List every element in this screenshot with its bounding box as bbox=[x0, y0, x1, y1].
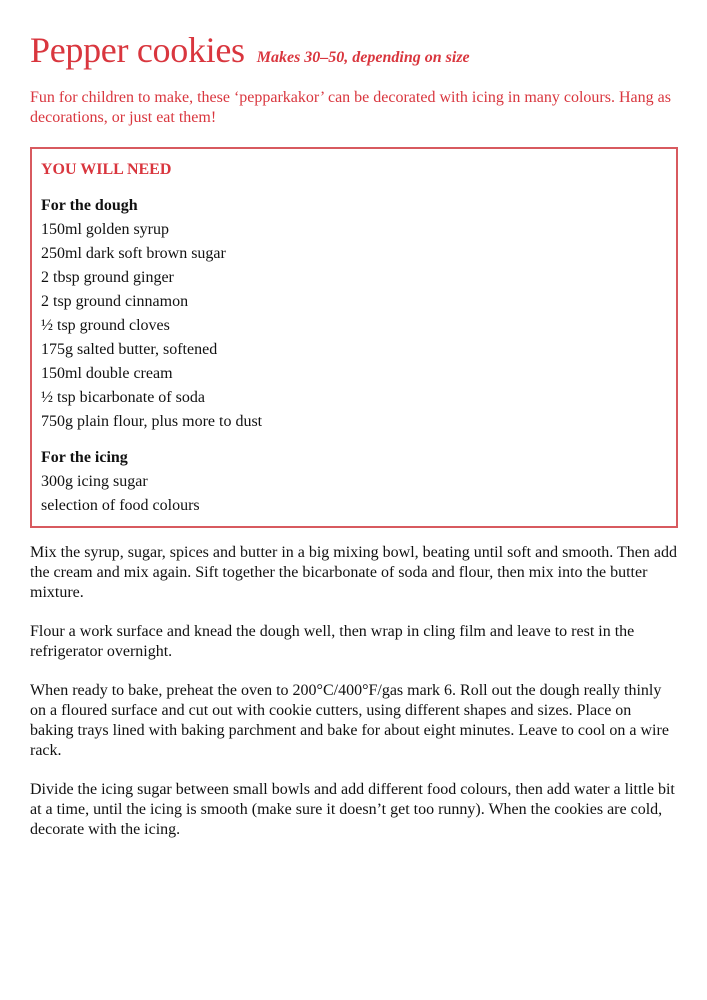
ingredient-item: 750g plain flour, plus more to dust bbox=[41, 413, 263, 430]
method-step: Flour a work surface and knead the dough well, then wrap in cling film and leave to rest in the refrigerator overnight. bbox=[30, 623, 635, 660]
ingredient-item: 250ml dark soft brown sugar bbox=[41, 245, 226, 262]
ingredient-item: ½ tsp ground cloves bbox=[41, 317, 170, 334]
icing-ingredient-list bbox=[41, 470, 666, 518]
method-step: Divide the icing sugar between small bowls and add different food colours, then add water a little bit at a time, until the icing is smooth (make sure it doesn’t get too runny). When the cookies are cold, decorate with the icing. bbox=[30, 781, 675, 838]
method-step: When ready to bake, preheat the oven to 200°C/400°F/gas mark 6. Roll out the dough really thinly on a floured surface and cut out with cookie cutters, using different shapes and sizes. Place on baking trays lined with baking parchment and bake for about eight minutes. Leave to cool on a wire rack. bbox=[30, 682, 669, 759]
ingredient-item: 2 tsp ground cinnamon bbox=[41, 293, 189, 310]
ingredient-item: 175g salted butter, softened bbox=[41, 341, 218, 358]
ingredient-item: 2 tbsp ground ginger bbox=[41, 269, 174, 286]
dough-ingredient-list bbox=[41, 218, 666, 434]
ingredient-item: 300g icing sugar bbox=[41, 473, 148, 490]
icing-heading: For the icing bbox=[41, 449, 128, 466]
recipe-page bbox=[30, 28, 678, 859]
ingredients-heading: YOU WILL NEED bbox=[41, 161, 172, 178]
ingredients-box bbox=[30, 147, 678, 528]
recipe-yield: Makes 30–50, depending on size bbox=[256, 49, 470, 66]
dough-heading: For the dough bbox=[41, 197, 138, 214]
ingredient-item: ½ tsp bicarbonate of soda bbox=[41, 389, 205, 406]
recipe-title: Pepper cookies bbox=[30, 30, 245, 70]
method-step: Mix the syrup, sugar, spices and butter in a big mixing bowl, beating until soft and smooth. Then add the cream and mix again. Sift together the bicarbonate of soda and flour, then mix into the butter mixture. bbox=[30, 544, 677, 601]
recipe-header bbox=[30, 28, 678, 72]
ingredient-item: selection of food colours bbox=[41, 497, 200, 514]
recipe-intro: Fun for children to make, these ‘pepparkakor’ can be decorated with icing in many colours. Hang as decorations, or just eat them! bbox=[30, 89, 671, 126]
method-section bbox=[30, 543, 678, 840]
ingredient-item: 150ml double cream bbox=[41, 365, 173, 382]
ingredient-item: 150ml golden syrup bbox=[41, 221, 169, 238]
